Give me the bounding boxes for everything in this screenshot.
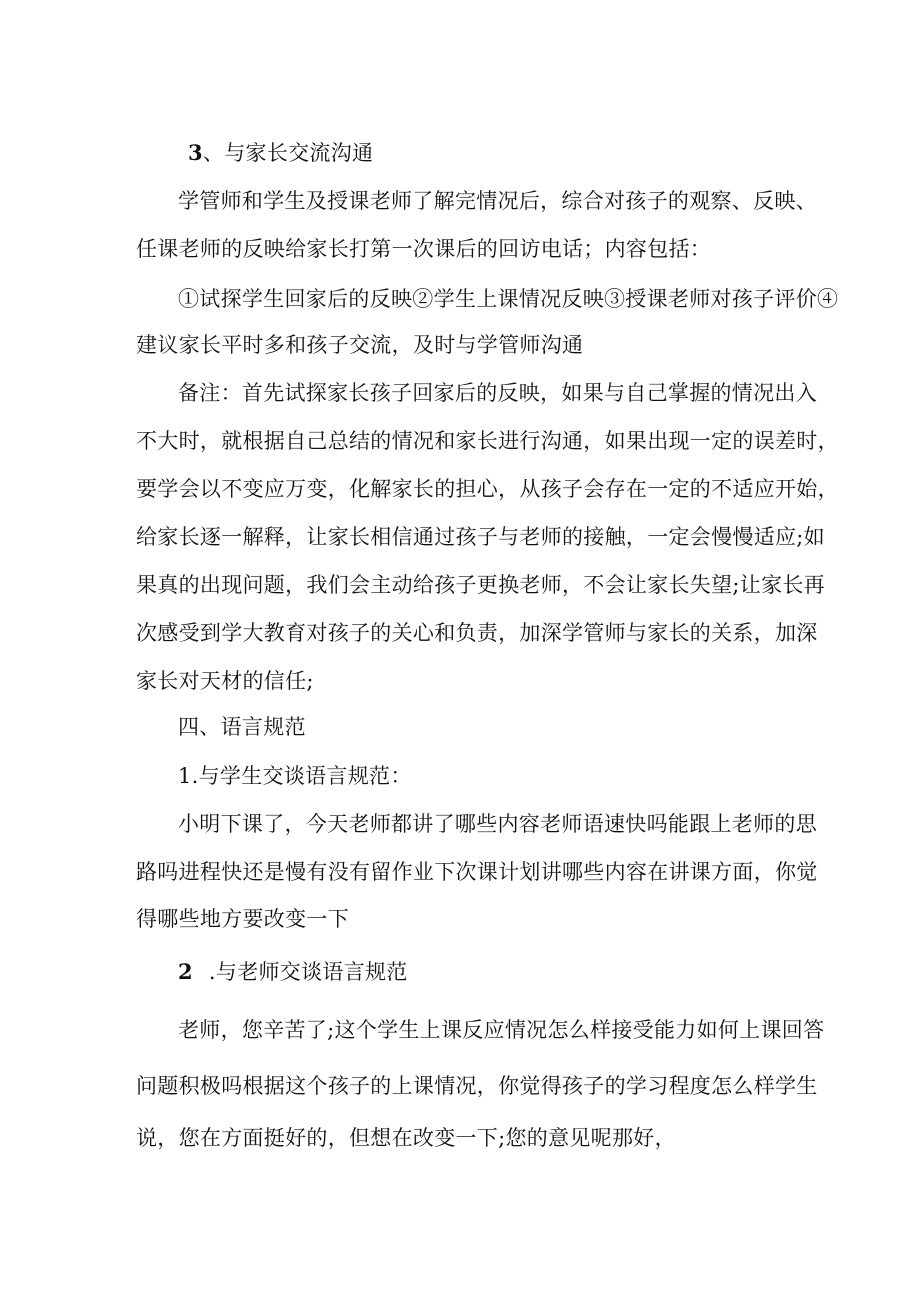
note-line-4: 给家长逐一解释，让家长相信通过孩子与老师的接触，一定会慢慢适应;如 — [136, 525, 825, 549]
sub2-para-line-3: 说，您在方面挺好的，但想在改变一下;您的意见呢那好， — [136, 1126, 676, 1150]
para-2-line-1: ①试探学生回家后的反映②学生上课情况反映③授课老师对孩子评价④ — [178, 287, 839, 311]
note-line-2: 不大时，就根据自己总结的情况和家长进行沟通，如果出现一定的误差时， — [136, 429, 839, 453]
sub1-para-line-2: 路吗进程快还是慢有没有留作业下次课计划讲哪些内容在讲课方面，你觉 — [136, 860, 818, 884]
para-1-line-2: 任课老师的反映给家长打第一次课后的回访电话；内容包括： — [136, 237, 712, 261]
subsection-2-heading — [178, 958, 408, 986]
note-line-5: 果真的出现问题，我们会主动给孩子更换老师，不会让家长失望;让家长再 — [136, 573, 825, 597]
para-2-line-2: 建议家长平时多和孩子交流，及时与学管师沟通 — [136, 333, 584, 357]
section-3-number: 3 — [188, 140, 203, 165]
subsection-2-number: 2 — [178, 959, 193, 984]
sub2-para-line-1: 老师，您辛苦了;这个学生上课反应情况怎么样接受能力如何上课回答 — [178, 1018, 825, 1042]
note-line-3: 要学会以不变应万变，化解家长的担心，从孩子会存在一定的不适应开始， — [136, 477, 839, 501]
note-line-1: 备注：首先试探家长孩子回家后的反映，如果与自己掌握的情况出入 — [178, 381, 817, 405]
note-line-7: 家长对天材的信任; — [136, 669, 314, 693]
subsection-2-title: .与老师交谈语言规范 — [208, 960, 408, 984]
sub1-para-line-1: 小明下课了，今天老师都讲了哪些内容老师语速快吗能跟上老师的思 — [178, 812, 817, 836]
subsection-1-heading: 1.与学生交谈语言规范： — [178, 764, 412, 788]
section-3-heading — [188, 139, 373, 167]
section-3-title: 、与家长交流沟通 — [202, 141, 374, 165]
para-1-line-1: 学管师和学生及授课老师了解完情况后，综合对孩子的观察、反映、 — [178, 189, 817, 213]
sub2-para-line-2: 问题积极吗根据这个孩子的上课情况，你觉得孩子的学习程度怎么样学生 — [136, 1074, 818, 1098]
note-line-6: 次感受到学大教育对孩子的关心和负责，加深学管师与家长的关系，加深 — [136, 621, 818, 645]
sub1-para-line-3: 得哪些地方要改变一下 — [136, 907, 349, 931]
section-4-heading: 四、语言规范 — [178, 715, 306, 739]
